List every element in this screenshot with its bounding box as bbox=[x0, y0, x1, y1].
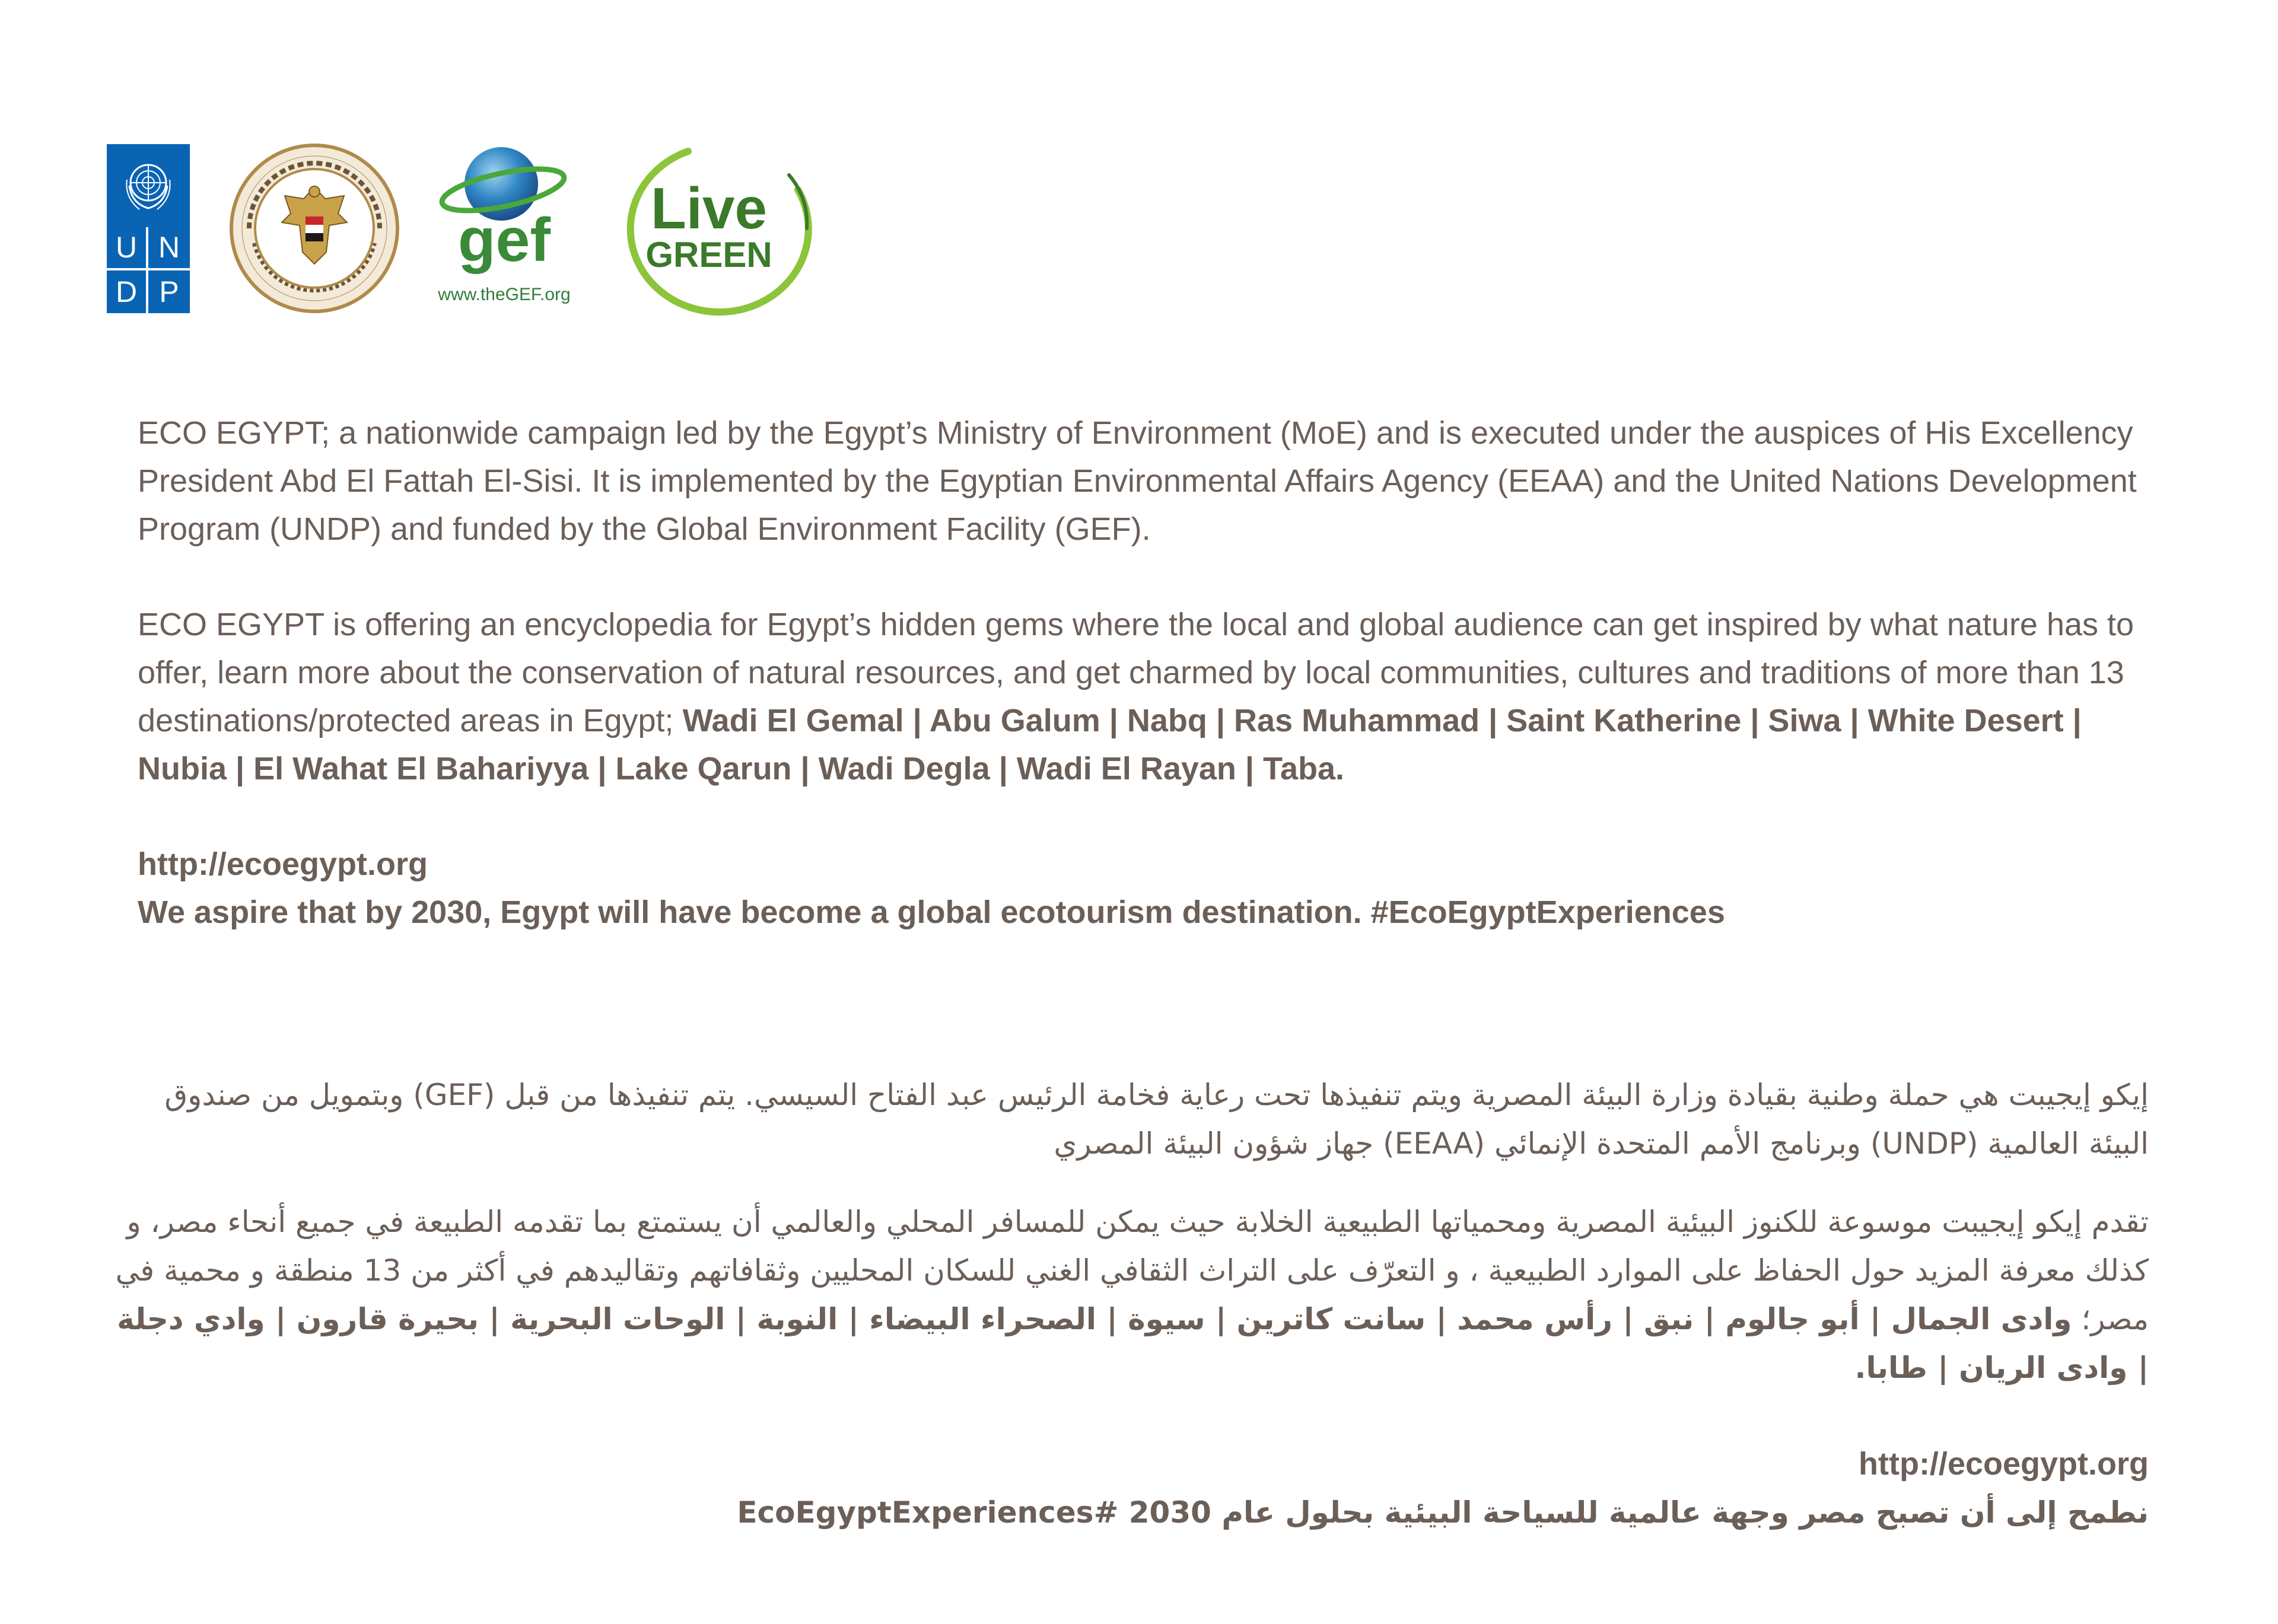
undp-letter-n: N bbox=[148, 227, 190, 270]
undp-letter-d: D bbox=[107, 270, 148, 314]
english-website-link[interactable]: http://ecoegypt.org bbox=[138, 846, 428, 882]
ministry-of-environment-seal bbox=[225, 139, 403, 317]
english-section bbox=[138, 409, 2155, 937]
live-green-logo bbox=[599, 139, 819, 317]
gef-url: www.theGEF.org bbox=[438, 285, 571, 304]
live-green-line2: GREEN bbox=[645, 235, 772, 275]
arabic-paragraph-2 bbox=[108, 1198, 2149, 1392]
gef-logo bbox=[427, 139, 581, 317]
english-paragraph-1: ECO EGYPT; a nationwide campaign led by the Egypt’s Ministry of Environment (MoE) and is executed under the auspices of His Excellency President Abd El Fattah El-Sisi. It is implemented by the Egyptian Environmental Affairs Agency (EEAA) and the United Nations Development Program (UNDP) and funded by the Global Environment Facility (GEF). bbox=[138, 415, 2137, 547]
gef-globe-icon bbox=[427, 139, 581, 288]
un-emblem-icon bbox=[119, 156, 178, 215]
arabic-section bbox=[108, 1071, 2149, 1537]
undp-logo bbox=[107, 144, 190, 313]
arabic-destinations-list: وادى الجمال | أبو جالوم | نبق | رأس محمد | سانت كاترين | سيوة | الصحراء البيضاء | النوبة | الوحات البحرية | بحيرة قارون | وادي دجلة | وادى الريان | طابا. bbox=[117, 1302, 2149, 1385]
english-url-block bbox=[138, 840, 2155, 937]
english-destinations-list: Wadi El Gemal | Abu Galum | Nabq | Ras Muhammad | Saint Katherine | Siwa | White Desert | Nubia | El Wahat El Bahariyya | Lake Qarun | Wadi Degla | Wadi El Rayan | Taba. bbox=[138, 703, 2082, 786]
arabic-paragraph-2-intro: تقدم إيكو إيجيبت موسوعة للكنوز البيئية المصرية ومحمياتها الطبيعية الخلابة حيث يمكن للمسافر المحلي والعالمي أن يستمتع بما تقدمه الطبيعة في جميع أنحاء مصر، و كذلك معرفة المزيد حول الحفاظ على الموارد الطبيعية ، و التعرّف على التراث الثقافي الغني للسكان المحليين وثقافاتهم وتقاليدهم في أكثر من 13 منطقة و محمية في مصر؛ bbox=[115, 1205, 2149, 1336]
live-green-line1: Live bbox=[650, 176, 768, 241]
arabic-aspiration: نطمح إلى أن تصبح مصر وجهة عالمية للسياحة البيئية بحلول عام 2030 #EcoEgyptExperiences bbox=[737, 1495, 2149, 1530]
undp-letter-u: U bbox=[107, 227, 148, 270]
english-aspiration: We aspire that by 2030, Egypt will have become a global ecotourism destination. #EcoEgyptExperiences bbox=[138, 894, 1725, 930]
english-paragraph-2 bbox=[138, 601, 2155, 793]
english-paragraph-2-intro: ECO EGYPT is offering an encyclopedia for Egypt’s hidden gems where the local and global audience can get inspired by what nature has to offer, learn more about the conservation of natural resources, and get charmed by local communities, cultures and traditions of more than 13 destinations/protected areas in Egypt; bbox=[138, 607, 2134, 738]
arabic-paragraph-1: إيكو إيجيبت هي حملة وطنية بقيادة وزارة البيئة المصرية ويتم تنفيذها تحت رعاية فخامة الرئيس عبد الفتاح السيسي. يتم تنفيذها من قبل (GEF) وبتمويل من صندوق البيئة العالمية (UNDP) وبرنامج الأمم المتحدة الإنمائي (EEAA) جهاز شؤون البيئة المصري bbox=[164, 1078, 2149, 1161]
arabic-website-link[interactable]: http://ecoegypt.org bbox=[1859, 1446, 2149, 1482]
undp-letter-p: P bbox=[159, 275, 179, 308]
gef-wordmark: gef bbox=[458, 206, 551, 275]
